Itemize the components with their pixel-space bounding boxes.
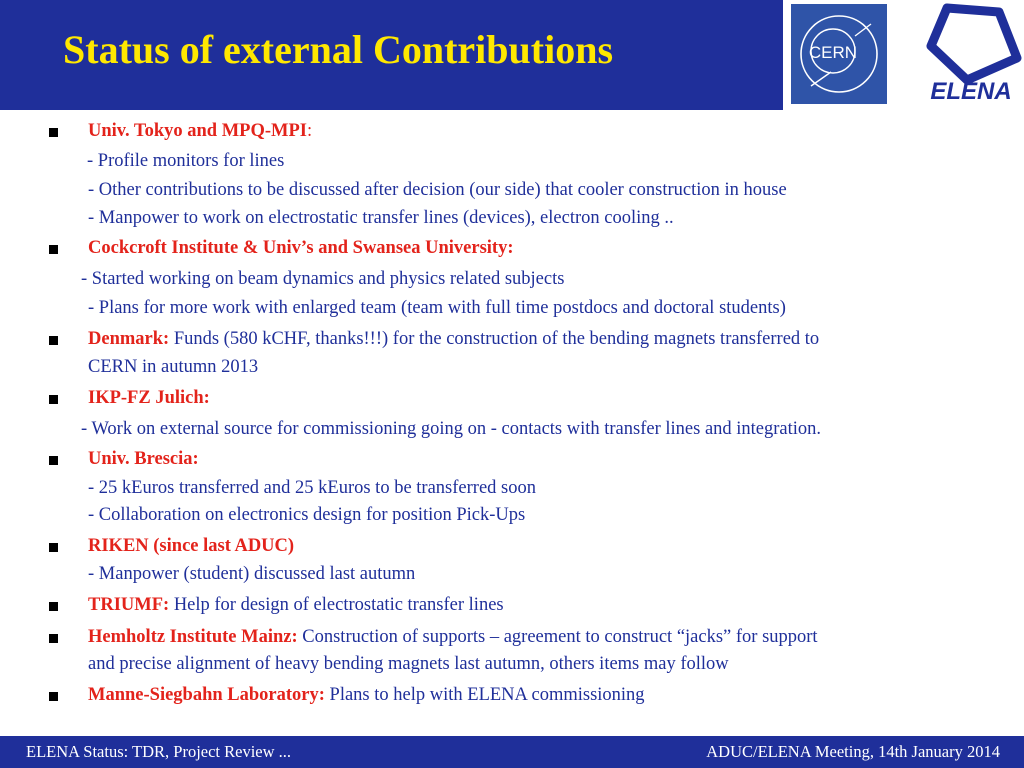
bullet-square [49,128,58,137]
bullet-square [49,456,58,465]
elena-logo [913,0,1024,110]
item-text: Funds (580 kCHF, thanks!!!) for the construction of the bending magnets transferred to [169,329,820,349]
list-item-tokyo-details [0,148,1024,235]
list-item-cockcroft-details [0,266,1024,326]
bullet-square [49,692,58,701]
list-item-tokyo [0,118,1024,148]
detail-line: - 25 kEuros transferred and 25 kEuros to be transferred soon [88,478,536,498]
list-item-cockcroft [0,235,1024,266]
slide-footer [0,736,1024,768]
detail-line: CERN in autumn 2013 [88,357,259,377]
cern-logo-mark [791,4,887,104]
cern-logo [783,0,913,110]
list-item-julich [0,385,1024,416]
footer-right-text: ADUC/ELENA Meeting, 14th January 2014 [706,742,1000,761]
detail-line: - Manpower (student) discussed last autumn [88,564,416,584]
cern-logo-text: CERN [808,43,858,62]
list-item-siegbahn [0,682,1024,710]
item-text: Plans to help with ELENA commissioning [324,685,645,705]
item-heading-suffix: : [306,121,313,141]
item-heading: Univ. Tokyo and MPQ-MPI [88,121,307,141]
list-item-denmark [0,326,1024,385]
detail-line: - Plans for more work with enlarged team (team with full time postdocs and doctoral students) [88,298,786,318]
item-heading: IKP-FZ Julich: [88,388,210,408]
detail-line: - Manpower to work on electrostatic transfer lines (devices), electron cooling .. [88,208,674,228]
detail-line: - Started working on beam dynamics and physics related subjects [81,269,565,289]
detail-line: and precise alignment of heavy bending magnets last autumn, others items may follow [88,654,729,674]
item-heading: Univ. Brescia: [88,449,199,469]
detail-line: - Collaboration on electronics design for position Pick-Ups [88,505,526,525]
contributions-list [0,118,1024,728]
slide-title: Status of external Contributions [63,27,614,72]
bullet-square [49,395,58,404]
bullet-square [49,634,58,643]
item-heading: Denmark: [88,329,170,349]
item-heading: TRIUMF: [88,595,170,615]
item-heading: RIKEN (since last ADUC) [88,536,295,556]
bullet-square [49,245,58,254]
footer-left-text: ELENA Status: TDR, Project Review ... [26,742,292,761]
detail-line: - Work on external source for commissioning going on - contacts with transfer lines and integration. [81,419,822,439]
bullet-square [49,602,58,611]
list-item-brescia [0,446,1024,533]
item-heading: Cockcroft Institute & Univ’s and Swansea University: [88,238,514,258]
detail-line: - Other contributions to be discussed after decision (our side) that cooler construction in house [88,180,787,200]
item-text: Help for design of electrostatic transfer lines [169,595,504,615]
list-item-mainz [0,624,1024,682]
bullet-square [49,336,58,345]
list-item-riken [0,533,1024,592]
list-item-julich-details [0,416,1024,446]
slide-header [0,0,1024,110]
elena-logo-text: ELENA [930,78,1012,105]
item-heading: Hemholtz Institute Mainz: [88,627,298,647]
list-item-triumf [0,592,1024,624]
item-text: Construction of supports – agreement to construct “jacks” for support [297,627,818,647]
item-heading: Manne-Siegbahn Laboratory: [88,685,325,705]
detail-line: - Profile monitors for lines [87,151,285,171]
bullet-square [49,543,58,552]
